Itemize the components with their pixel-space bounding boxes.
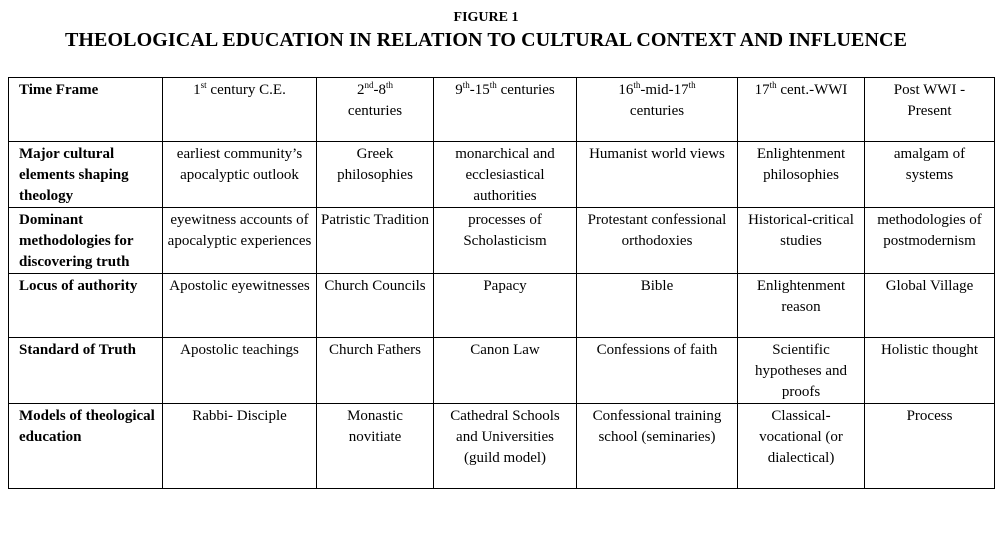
table-cell: methodologies of postmodernism: [865, 208, 995, 274]
table-cell: Global Village: [865, 274, 995, 338]
period-3-text: centuries: [496, 82, 555, 98]
table-cell: Process: [865, 404, 995, 489]
table-row-authority: [9, 274, 995, 338]
period-header-1: [163, 78, 317, 142]
table-cell: Canon Law: [434, 338, 577, 404]
table-cell: Monastic novitiate: [317, 404, 434, 489]
table-cell: Rabbi- Disciple: [163, 404, 317, 489]
period-2-range-end: -8: [373, 82, 386, 98]
table-cell: processes of Scholasticism: [434, 208, 577, 274]
table-cell: Cathedral Schools and Universities (guild model): [434, 404, 577, 489]
period-5-suffix: th: [769, 80, 777, 90]
table-cell: Greek philosophies: [317, 142, 434, 208]
row-header-authority: Locus of authority: [9, 274, 163, 338]
table-cell: Apostolic eyewitnesses: [163, 274, 317, 338]
table-cell: eyewitness accounts of apocalyptic experiences: [163, 208, 317, 274]
period-3-number: 9: [455, 82, 463, 98]
figure-title: THEOLOGICAL EDUCATION IN RELATION TO CULTURAL CONTEXT AND INFLUENCE: [64, 29, 908, 51]
period-3-suffix-2: th: [489, 80, 497, 90]
period-4-suffix-2: th: [688, 80, 696, 90]
row-header-time-frame: Time Frame: [9, 78, 163, 142]
row-header-standard-of-truth: Standard of Truth: [9, 338, 163, 404]
period-header-6: [865, 78, 995, 142]
row-header-models: Models of theological education: [9, 404, 163, 489]
table-cell: amalgam of systems: [865, 142, 995, 208]
comparison-table: [8, 77, 995, 489]
table-row-standard-of-truth: [9, 338, 995, 404]
figure-label: FIGURE 1: [453, 10, 519, 25]
period-header-4: [577, 78, 738, 142]
table-cell: Confessions of faith: [577, 338, 738, 404]
period-4-number: 16: [618, 82, 634, 98]
period-4-line2: centuries: [629, 103, 685, 119]
table-cell: Holistic thought: [865, 338, 995, 404]
table-cell: Enlightenment reason: [738, 274, 865, 338]
table-cell: Bible: [577, 274, 738, 338]
table-cell: Historical-critical studies: [738, 208, 865, 274]
table-cell: Apostolic teachings: [163, 338, 317, 404]
period-1-suffix: st: [200, 80, 207, 90]
table-cell: Humanist world views: [577, 142, 738, 208]
row-header-cultural-elements: Major cultural elements shaping theology: [9, 142, 163, 208]
period-2-number: 2: [356, 82, 365, 98]
table-cell: Confessional training school (seminaries): [577, 404, 738, 489]
table-cell: Enlightenment philosophies: [738, 142, 865, 208]
table-cell: Church Councils: [317, 274, 434, 338]
table-row-time-frame: [9, 78, 995, 142]
table-cell: Papacy: [434, 274, 577, 338]
table-row-cultural-elements: [9, 142, 995, 208]
period-1-text: century C.E.: [206, 82, 286, 98]
table-cell: Classical-vocational (or dialectical): [738, 404, 865, 489]
period-4-range-end: -mid-17: [640, 82, 689, 98]
table-cell: earliest community’s apocalyptic outlook: [163, 142, 317, 208]
period-5-text: cent.-WWI: [776, 82, 848, 98]
period-header-5: [738, 78, 865, 142]
period-2-suffix-2: th: [385, 80, 393, 90]
period-1-number: 1: [193, 82, 201, 98]
table-row-methodologies: [9, 208, 995, 274]
table-cell: Patristic Tradition: [317, 208, 434, 274]
period-3-suffix: th: [462, 80, 470, 90]
period-header-2: [317, 78, 434, 142]
period-6-line2: Present: [907, 103, 952, 119]
table-cell: Church Fathers: [317, 338, 434, 404]
period-6-text: Post WWI -: [893, 82, 966, 98]
table-cell: Scientific hypotheses and proofs: [738, 338, 865, 404]
period-2-suffix: nd: [364, 80, 374, 90]
row-header-methodologies: Dominant methodologies for discovering truth: [9, 208, 163, 274]
period-3-range-end: -15: [469, 82, 490, 98]
table-cell: monarchical and ecclesiastical authorities: [434, 142, 577, 208]
period-header-3: [434, 78, 577, 142]
period-5-number: 17: [754, 82, 770, 98]
table-row-models: [9, 404, 995, 489]
period-4-suffix: th: [633, 80, 641, 90]
period-2-line2: centuries: [347, 103, 403, 119]
table-cell: Protestant confessional orthodoxies: [577, 208, 738, 274]
